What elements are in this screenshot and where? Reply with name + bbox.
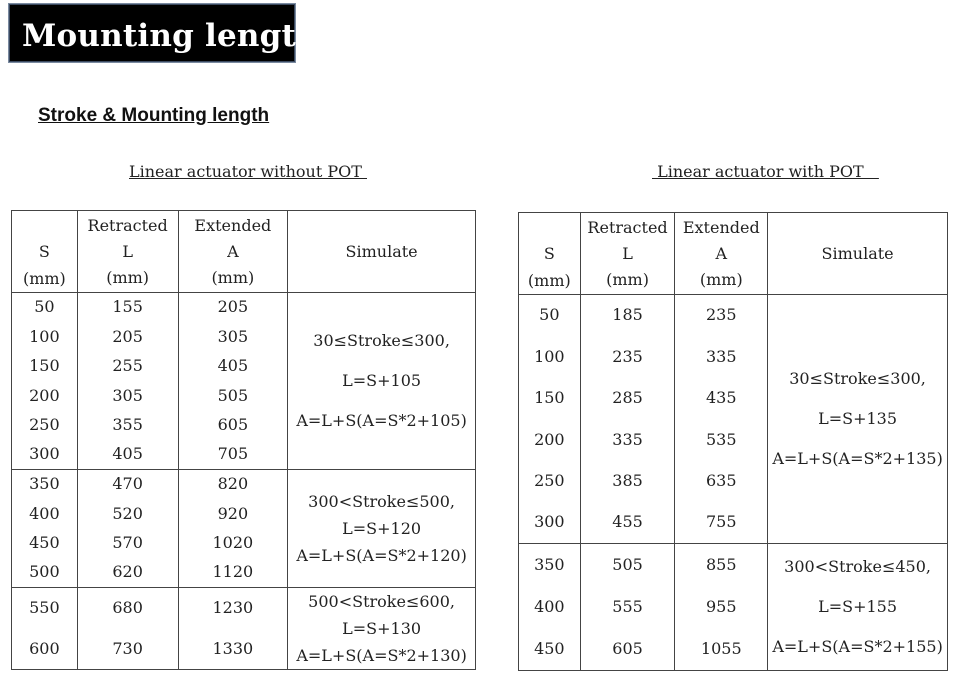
retracted-cell: 235 — [580, 336, 675, 378]
simulate-line: A=L+S(A=S*2+130) — [296, 646, 467, 665]
extended-cell: 635 — [675, 461, 768, 503]
header-line: Simulate — [821, 243, 894, 263]
header-retracted — [580, 213, 675, 295]
extended-cell: 205 — [178, 293, 288, 323]
page-banner — [8, 3, 319, 63]
stroke-cell: 600 — [12, 629, 78, 670]
extended-cell: 755 — [675, 502, 768, 544]
header-row — [12, 211, 476, 293]
stroke-cell: 100 — [12, 322, 78, 352]
simulate-line: 30≤Stroke≤300, — [789, 369, 926, 388]
retracted-cell: 405 — [77, 440, 178, 470]
header-stroke — [12, 211, 78, 293]
retracted-cell: 680 — [77, 588, 178, 629]
extended-cell: 535 — [675, 419, 768, 461]
header-line: (mm) — [106, 267, 150, 287]
simulate-cell — [288, 470, 476, 588]
stroke-cell: 450 — [12, 529, 78, 559]
header-extended — [178, 211, 288, 293]
stroke-cell: 350 — [12, 470, 78, 500]
retracted-cell: 505 — [580, 544, 675, 586]
header-line: A — [227, 241, 239, 261]
stroke-cell: 450 — [519, 628, 581, 670]
retracted-cell: 185 — [580, 295, 675, 337]
retracted-cell: 605 — [580, 628, 675, 670]
retracted-cell: 385 — [580, 461, 675, 503]
header-extended — [675, 213, 768, 295]
stroke-cell: 50 — [12, 293, 78, 323]
extended-cell: 820 — [178, 470, 288, 500]
extended-cell: 235 — [675, 295, 768, 337]
simulate-cell — [288, 293, 476, 470]
table-row — [12, 293, 476, 323]
retracted-cell: 730 — [77, 629, 178, 670]
simulate-line: A=L+S(A=S*2+135) — [772, 449, 943, 468]
retracted-cell: 285 — [580, 378, 675, 420]
section-title: Stroke & Mounting length — [38, 105, 270, 126]
header-line: Retracted — [587, 217, 668, 237]
extended-cell: 435 — [675, 378, 768, 420]
retracted-cell: 520 — [77, 499, 178, 529]
stroke-cell: 150 — [519, 378, 581, 420]
stroke-cell: 400 — [12, 499, 78, 529]
extended-cell: 1230 — [178, 588, 288, 629]
retracted-cell: 470 — [77, 470, 178, 500]
extended-cell: 1120 — [178, 558, 288, 588]
stroke-cell: 500 — [12, 558, 78, 588]
simulate-line: A=L+S(A=S*2+105) — [296, 411, 467, 430]
header-line: Extended — [194, 215, 272, 235]
header-simulate — [768, 213, 948, 295]
simulate-line: A=L+S(A=S*2+120) — [296, 546, 467, 565]
extended-cell: 605 — [178, 411, 288, 441]
stroke-cell: 400 — [519, 586, 581, 628]
table-without-pot — [11, 210, 476, 670]
stroke-cell: 550 — [12, 588, 78, 629]
table-caption-with-pot: Linear actuator with POT — [652, 162, 879, 181]
retracted-cell: 570 — [77, 529, 178, 559]
retracted-cell: 305 — [77, 381, 178, 411]
stroke-cell: 100 — [519, 336, 581, 378]
table-row — [12, 470, 476, 500]
simulate-cell — [288, 588, 476, 670]
retracted-cell: 455 — [580, 502, 675, 544]
header-line: (mm) — [211, 267, 255, 287]
stroke-cell: 300 — [519, 502, 581, 544]
retracted-cell: 555 — [580, 586, 675, 628]
header-line: Simulate — [345, 241, 418, 261]
header-line: (mm) — [699, 269, 743, 289]
header-line: (mm) — [606, 269, 649, 289]
stroke-cell: 350 — [519, 544, 581, 586]
table-row — [12, 588, 476, 629]
header-row — [519, 213, 948, 295]
extended-cell: 405 — [178, 352, 288, 382]
extended-cell: 1330 — [178, 629, 288, 670]
simulate-line: L=S+105 — [342, 371, 422, 390]
header-simulate — [288, 211, 476, 293]
extended-cell: 855 — [675, 544, 768, 586]
simulate-line: 300<Stroke≤500, — [308, 492, 455, 511]
simulate-line: A=L+S(A=S*2+155) — [772, 636, 943, 656]
extended-cell: 305 — [178, 322, 288, 352]
header-line: S — [38, 241, 50, 261]
header-line: (mm) — [22, 268, 66, 288]
retracted-cell: 335 — [580, 419, 675, 461]
retracted-cell: 205 — [77, 322, 178, 352]
table-row — [519, 544, 948, 586]
extended-cell: 1020 — [178, 529, 288, 559]
header-line: Extended — [682, 217, 760, 237]
header-line: S — [543, 243, 555, 263]
header-stroke — [519, 213, 581, 295]
table-with-pot — [518, 212, 948, 671]
retracted-cell: 155 — [77, 293, 178, 323]
stroke-cell: 250 — [519, 461, 581, 503]
header-retracted — [77, 211, 178, 293]
simulate-line: 300<Stroke≤450, — [784, 556, 931, 576]
simulate-line: 500<Stroke≤600, — [308, 592, 455, 611]
extended-cell: 705 — [178, 440, 288, 470]
extended-cell: 920 — [178, 499, 288, 529]
header-line: L — [122, 241, 133, 261]
extended-cell: 335 — [675, 336, 768, 378]
header-line: (mm) — [527, 270, 571, 290]
simulate-cell — [768, 295, 948, 544]
simulate-cell — [768, 544, 948, 671]
header-line: A — [715, 243, 728, 263]
stroke-cell: 200 — [12, 381, 78, 411]
simulate-line: L=S+135 — [818, 409, 898, 428]
retracted-cell: 255 — [77, 352, 178, 382]
simulate-line: L=S+120 — [342, 519, 422, 538]
table-row — [519, 295, 948, 337]
simulate-line: L=S+155 — [818, 596, 898, 616]
header-line: Retracted — [87, 215, 168, 235]
header-line: L — [622, 243, 633, 263]
simulate-line: L=S+130 — [342, 619, 422, 638]
stroke-cell: 250 — [12, 411, 78, 441]
stroke-cell: 300 — [12, 440, 78, 470]
extended-cell: 1055 — [675, 628, 768, 670]
stroke-cell: 50 — [519, 295, 581, 337]
stroke-cell: 150 — [12, 352, 78, 382]
stroke-cell: 200 — [519, 419, 581, 461]
table-caption-without-pot: Linear actuator without POT — [129, 162, 367, 181]
retracted-cell: 355 — [77, 411, 178, 441]
extended-cell: 505 — [178, 381, 288, 411]
simulate-line: 30≤Stroke≤300, — [313, 331, 450, 350]
extended-cell: 955 — [675, 586, 768, 628]
banner-title: Mounting length — [22, 18, 319, 54]
retracted-cell: 620 — [77, 558, 178, 588]
